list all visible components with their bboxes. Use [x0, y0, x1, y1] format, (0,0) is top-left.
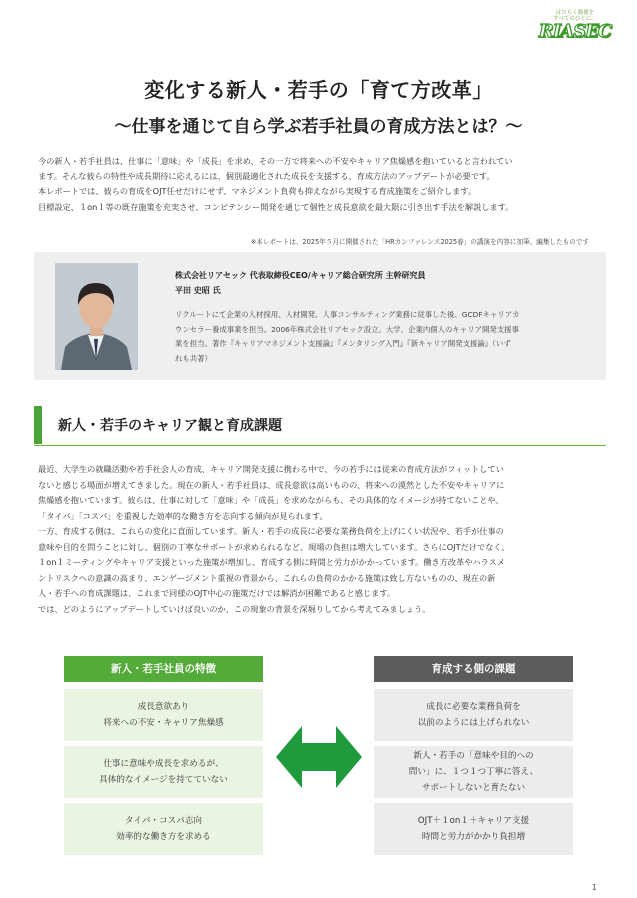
- body-line: ントリスクへの意識の高まり、エンゲージメント重視の背景から、これらの負荷のかかる施策は致し方ないものの、現在の新: [38, 572, 496, 583]
- trait-line: タイパ・コスパ志向: [124, 816, 202, 826]
- bio-line: 業を担当。著作『キャリアマネジメント支援論』『メンタリング入門』『新キャリア開発支援論』（いず: [175, 339, 511, 348]
- issue-line: 問い」に、１つ１つ丁寧に答え、: [408, 767, 539, 777]
- issue-line: 成長に必要な業務負荷を: [426, 702, 521, 712]
- body-line: 焦燥感を抱いています。彼らは、仕事に対して「意味」や「成長」を求めながらも、その具体的なイメージが持てないことや、: [38, 495, 504, 505]
- intro-line: 本レポートでは、彼らの育成をOJT任せだけにせず、マネジメント負荷も抑えながら実現する育成施策をご紹介します。: [38, 186, 477, 197]
- body-line: 人・若手への育成課題は、これまで同様のOJT中心の施策だけでは解消が困難であると感じます。: [38, 588, 396, 598]
- logo-tagline-1: はたらく価値を: [555, 10, 595, 16]
- page-number: 1: [591, 883, 597, 892]
- trainer-issues-header: 育成する側の課題: [374, 656, 573, 682]
- source-note: ※本レポートは、2025年５月に開催された「HRカンファレンス2025春」の講演を内容に加筆、編集したものです: [250, 238, 589, 246]
- young-trait-item: [64, 803, 263, 855]
- speaker-company: 株式会社リアセック 代表取締役CEO/キャリア総合研究所 主幹研究員: [175, 271, 426, 280]
- trait-line: 成長意欲あり: [137, 702, 190, 712]
- logo-tagline-2: すべてのひとに。: [553, 16, 597, 23]
- section-accent-bar: [34, 406, 42, 444]
- trainer-issue-item: [374, 803, 573, 855]
- page-title: 変化する新人・若手の「育て方改革」: [144, 78, 493, 102]
- riasec-logo: [535, 10, 615, 48]
- body-line: 最近、大学生の就職活動や若手社会人の育成、キャリア開発支援に携わる中で、今の若手には従来の育成方法がフィットしてい: [38, 464, 504, 474]
- intro-line: ます。そんな彼らの特性や成長期待に応えるには、個別最適化された成長を支援する、育成方法のアップデートが必要です。: [38, 171, 495, 182]
- logo-wordmark: RIASEC: [538, 21, 612, 43]
- body-line: 「タイパ」「コスパ」を重視した効率的な働き方を志向する傾向が見られます。: [38, 510, 328, 521]
- trainer-issue-item: [374, 746, 573, 798]
- page-subtitle: ～仕事を通じて自ら学ぶ若手社員の育成方法とは？～: [114, 117, 523, 137]
- double-arrow-icon: [276, 726, 362, 788]
- issue-line: OJT＋１on１＋キャリア支援: [417, 816, 530, 826]
- young-trait-item: [64, 689, 263, 741]
- body-line: 一方、育成する側は、これらの変化に直面しています。新人・若手の成長に必要な業務負荷を上げにくい状況や、若手が仕事の: [38, 526, 504, 536]
- body-line: ないと感じる場面が増えてきました。現在の新人・若手社員は、成長意欲は高いものの、将来への漠然とした不安やキャリアに: [38, 479, 505, 490]
- intro-line: 目標設定、１on１等の既存施策を充実させ、コンピテンシー開発を通じて個性と成長意欲を最大限に引き出す手法を解説します。: [38, 201, 514, 212]
- issue-line: サポートしないと育たない: [421, 783, 526, 793]
- body-line: 意味や目的を問うことに対し、個別の丁寧なサポートが求められるなど、現場の負担は増大しています。さらにOJTだけでなく、: [38, 541, 510, 552]
- bio-line: リクルートにて企業の人材採用、人材開発、人事コンサルティング業務に従事した後、GCDFキャリアカ: [175, 310, 520, 319]
- issue-line: 以前のようには上げられない: [417, 718, 530, 728]
- issue-line: 時間と労力がかかり負担増: [421, 832, 526, 842]
- bio-line: ウンセラー養成事業を担当。2006年株式会社リアセック設立。大学、企業内個人のキャリア開発支援事: [175, 324, 519, 334]
- trainer-issue-item: [374, 689, 573, 741]
- trait-line: 将来への不安・キャリア焦燥感: [103, 718, 224, 728]
- speaker-photo: [55, 263, 138, 370]
- intro-line: 今の新人・若手社員は、仕事に「意味」や「成長」を求め、その一方で将来への不安やキャリア焦燥感を抱いていると言われてい: [38, 156, 513, 166]
- issue-line: 新人・若手の「意味や目的への: [413, 751, 534, 761]
- body-paragraph: [38, 462, 604, 617]
- body-line: では、どのようにアップデートしていけば良いのか、この現象の背景を深堀りしてから考えてみましょう。: [38, 603, 431, 614]
- section-header: [34, 404, 606, 446]
- body-line: １on１ミーティングやキャリア支援といった施策が増加し、育成する側に時間と労力がかかっています。働き方改革やハラスメ: [38, 557, 505, 567]
- section-title: 新人・若手のキャリア観と育成課題: [58, 418, 282, 434]
- intro-paragraph: [38, 154, 604, 215]
- trait-line: 効率的な働き方を求める: [116, 832, 211, 842]
- trait-line: 仕事に意味や成長を求めるが、: [103, 759, 224, 769]
- young-trait-item: [64, 746, 263, 798]
- speaker-profile: [34, 252, 606, 380]
- speaker-bio: [175, 308, 595, 366]
- young-traits-header: 新人・若手社員の特徴: [64, 656, 263, 682]
- speaker-name: 平田 史昭 氏: [175, 286, 221, 295]
- trait-line: 具体的なイメージを持てていない: [99, 775, 228, 785]
- bio-line: れも共著）: [175, 353, 212, 363]
